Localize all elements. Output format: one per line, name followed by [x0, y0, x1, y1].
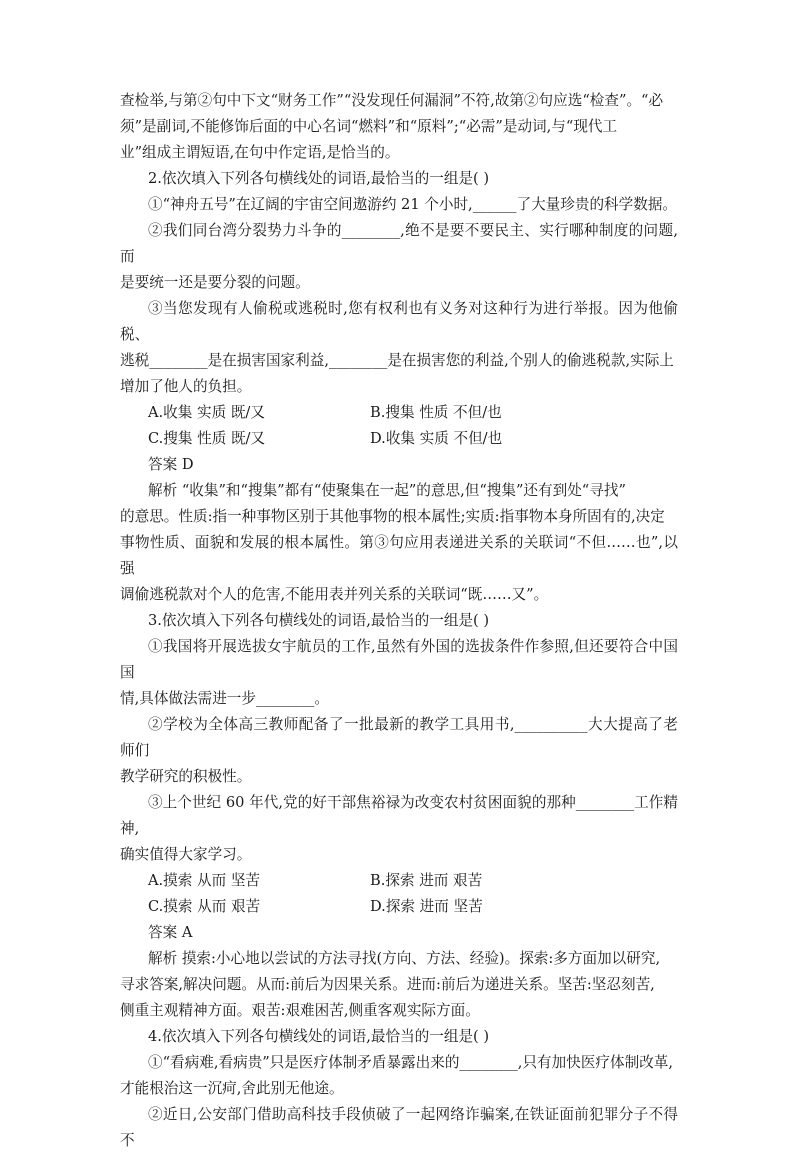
- intro-line: 业”组成主谓短语,在句中作定语,是恰当的。: [120, 144, 400, 161]
- question-3-sentence-3-cont: 确实值得大家学习。: [120, 846, 252, 863]
- option-d: D.收集 实质 不但/也: [370, 430, 503, 447]
- question-2-sentence-2-cont: 是要统一还是要分裂的问题。: [120, 274, 310, 291]
- question-3-explanation-cont: 侧重主观精神方面。艰苦:艰难困苦,侧重客观实际方面。: [120, 1002, 480, 1019]
- question-3-sentence-2-cont: 教学研究的积极性。: [120, 768, 252, 785]
- question-2-options-row-2: [120, 426, 678, 452]
- question-3-answer: 答案 A: [148, 924, 193, 941]
- question-3-sentence-1-cont: 情,具体做法需进一步________。: [120, 690, 329, 707]
- question-3-explanation: 解析 摸索:小心地以尝试的方法寻找(方向、方法、经验)。探索:多方面加以研究,: [148, 950, 661, 967]
- question-4-sentence-2: ②近日,公安部门借助高科技手段侦破了一起网络诈骗案,在铁证面前犯罪分子不得不: [120, 1106, 678, 1149]
- question-3-sentence-1: ①我国将开展选拔女宇航员的工作,虽然有外国的选拔条件作参照,但还要符合中国国: [120, 638, 678, 681]
- question-4-stem: 4.依次填入下列各句横线处的词语,最恰当的一组是( ): [148, 1028, 490, 1045]
- question-3-options-row-2: [120, 894, 678, 920]
- question-2-sentence-3: ③当您发现有人偷税或逃税时,您有权利也有义务对这种行为进行举报。因为他偷税、: [120, 300, 678, 343]
- question-3-sentence-2: ②学校为全体高三教师配备了一批最新的教学工具用书,__________大大提高了老师们: [120, 716, 678, 759]
- document-page: [120, 88, 678, 1154]
- question-2-explanation-cont: 调偷逃税款对个人的危害,不能用表并列关系的关联词“既……又”。: [120, 586, 549, 603]
- question-2-sentence-3-cont: 逃税________是在损害国家利益,________是在损害您的利益,个别人的偷逃税款,实际上: [120, 352, 674, 369]
- question-3-stem: 3.依次填入下列各句横线处的词语,最恰当的一组是( ): [148, 612, 490, 629]
- question-2-sentence-3-cont: 增加了他人的负担。: [120, 378, 252, 395]
- option-a: A.摸索 从而 坚苦: [148, 872, 261, 889]
- question-2-answer: 答案 D: [148, 456, 194, 473]
- option-b: B.搜集 性质 不但/也: [370, 404, 502, 421]
- question-4-sentence-1-cont: 才能根治这一沉疴,舍此别无他途。: [120, 1080, 344, 1097]
- question-3-explanation-cont: 寻求答案,解决问题。从而:前后为因果关系。进而:前后为递进关系。坚苦:坚忍刻苦,: [120, 976, 655, 993]
- option-b: B.探索 进而 艰苦: [370, 872, 483, 889]
- question-2-sentence-1: ①“神舟五号”在辽阔的宇宙空间遨游约 21 个小时,______了大量珍贵的科学数据。: [148, 196, 678, 213]
- question-2-explanation: 解析 “收集”和“搜集”都有“使聚集在一起”的意思,但“搜集”还有到处“寻找”: [148, 482, 626, 499]
- option-a: A.收集 实质 既/又: [148, 404, 265, 421]
- question-2-stem: 2.依次填入下列各句横线处的词语,最恰当的一组是( ): [148, 170, 490, 187]
- option-c: C.摸索 从而 艰苦: [148, 898, 261, 915]
- option-d: D.探索 进而 坚苦: [370, 898, 483, 915]
- question-2-sentence-2: ②我们同台湾分裂势力斗争的________,绝不是要不要民主、实行哪种制度的问题,而: [120, 222, 678, 265]
- intro-line: 须”是副词,不能修饰后面的中心名词“燃料”和“原料”;“必需”是动词,与“现代工: [120, 118, 618, 135]
- question-4-sentence-1: ①“看病难,看病贵”只是医疗体制矛盾暴露出来的________,只有加快医疗体制改革,: [148, 1054, 674, 1071]
- question-2-options-row-1: [120, 400, 678, 426]
- intro-line: 查检举,与第②句中下文“财务工作”“没发现任何漏洞”不符,故第②句应选“检查”。“必: [120, 92, 664, 109]
- question-3-options-row-1: [120, 868, 678, 894]
- question-2-explanation-cont: 事物性质、面貌和发展的根本属性。第③句应用表递进关系的关联词“不但……也”,以强: [120, 534, 678, 577]
- question-3-sentence-3: ③上个世纪 60 年代,党的好干部焦裕禄为改变农村贫困面貌的那种________工作精神,: [120, 794, 678, 837]
- option-c: C.搜集 性质 既/又: [148, 430, 266, 447]
- question-2-explanation-cont: 的意思。性质:指一种事物区别于其他事物的根本属性;实质:指事物本身所固有的,决定: [120, 508, 665, 525]
